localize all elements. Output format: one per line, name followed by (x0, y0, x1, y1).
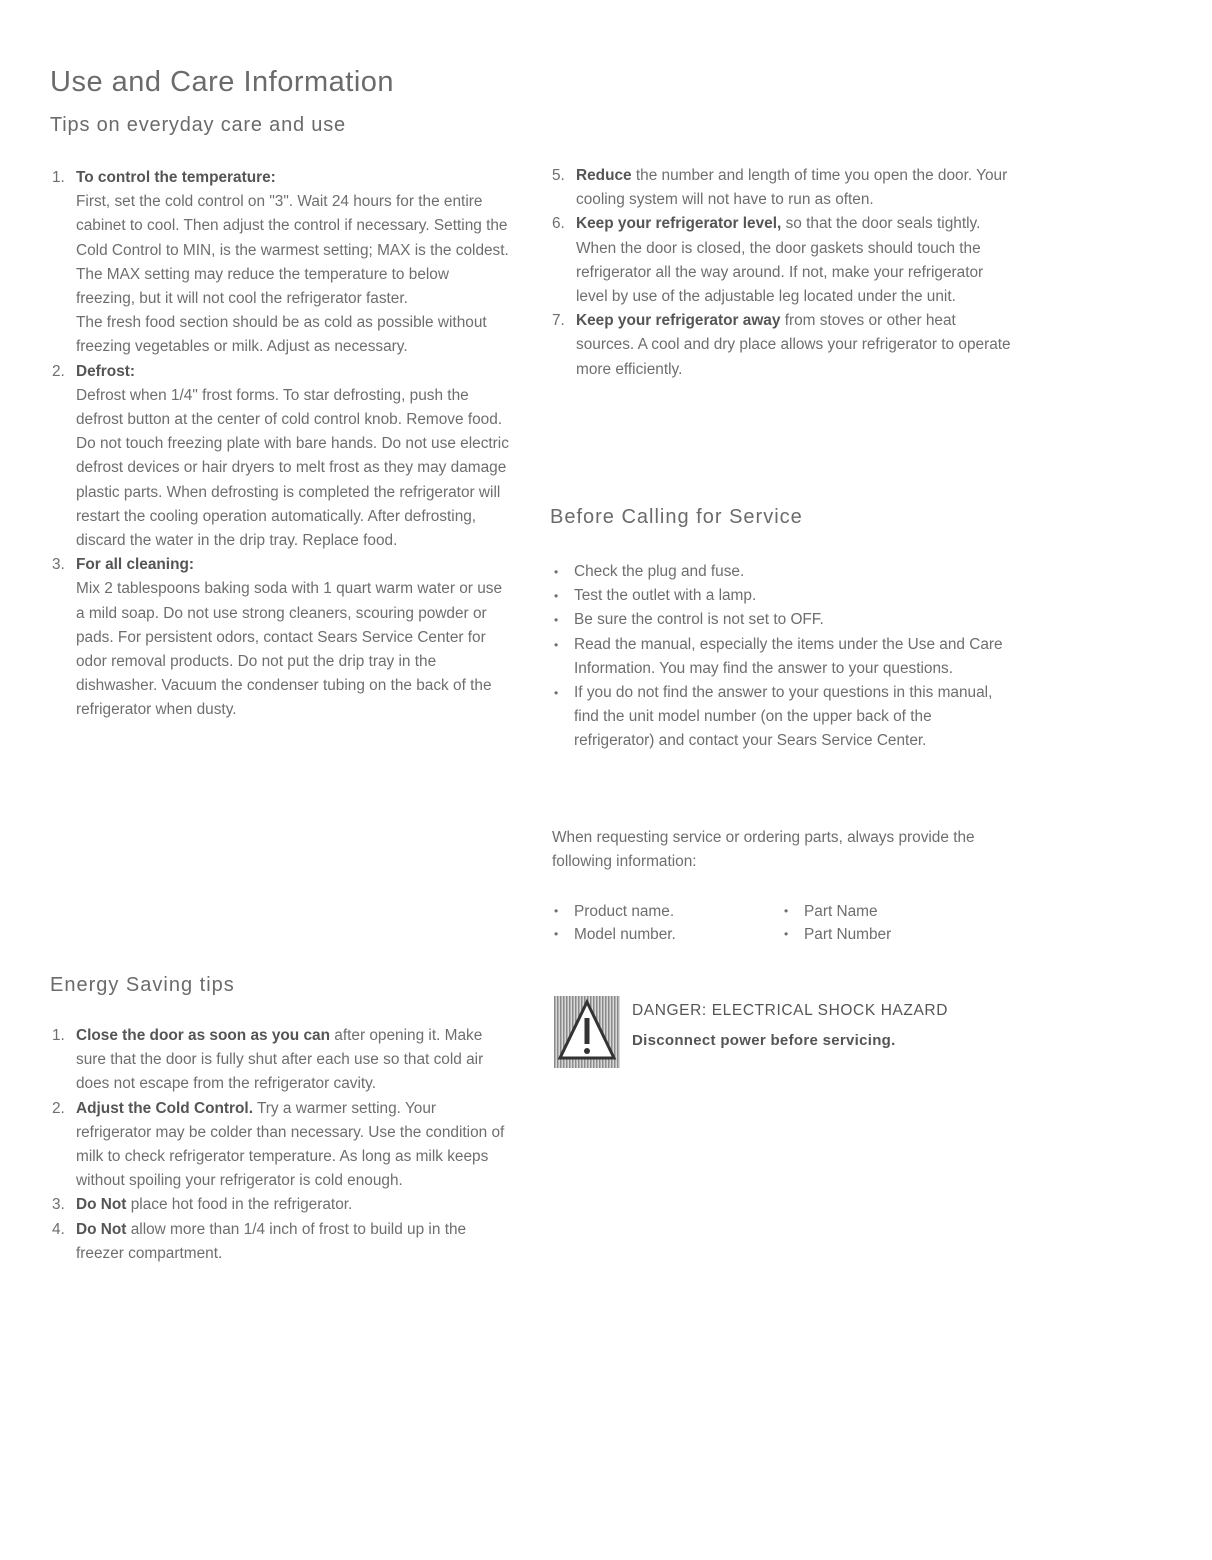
bullet: • (554, 589, 559, 604)
info-item (784, 900, 954, 923)
energy-saving-heading: Energy Saving tips (50, 974, 235, 996)
info-item (554, 900, 784, 923)
bullet: • (554, 927, 559, 941)
tip-bold: Keep your refrigerator level, (576, 215, 782, 233)
tip-text: Try a warmer setting. Your refrigerator may be colder than necessary. Use the condition of milk to check refrigerator temperature. As long as milk keeps without spoiling your refrigerator is cold enough. (76, 1099, 505, 1190)
tip-paragraph: Mix 2 tablespoons baking soda with 1 quart warm water or use a mild soap. Do not use strong cleaners, scouring powder or pads. For persistent odors, contact Sears Service Center for odor removal products. Do not put the drip tray in the dishwasher. Vacuum the condenser tubing on the back of the refrigerator when dusty. (76, 580, 503, 719)
required-info-list (554, 900, 954, 946)
tips-right-column (552, 164, 1012, 382)
bullet-text: Be sure the control is not set to OFF. (574, 611, 824, 629)
list-item (554, 560, 1014, 584)
energy-saving-list (52, 1024, 512, 1266)
tip-bold: Reduce (576, 167, 632, 184)
danger-notice (554, 996, 1024, 1070)
bullet-text: Test the outlet with a lamp. (574, 587, 757, 605)
bullet: • (554, 613, 559, 628)
tip-paragraph: The fresh food section should be as cold as possible without freezing vegetables or milk. Adjust as necessary. (76, 314, 487, 356)
tip-item (52, 166, 512, 360)
page-title: Use and Care Information (50, 66, 395, 98)
tip-number: 2. (52, 1099, 65, 1117)
tip-item (52, 553, 512, 722)
tip-number: 6. (552, 215, 565, 233)
tip-number: 1. (52, 1027, 65, 1044)
tip-number: 4. (52, 1220, 65, 1238)
danger-title: DANGER: ELECTRICAL SHOCK HAZARD (632, 1002, 949, 1019)
bullet: • (784, 927, 789, 941)
tip-paragraph: Defrost when 1/4" frost forms. To star defrosting, push the defrost button at the center of cold control knob. Remove food. Do not touch freezing plate with bare hands. Do not use electric defrost devices or hair dryers to melt frost as they may damage plastic parts. When defrosting is completed the refrigerator will restart the cooling operation automatically. After defrosting, discard the water in the drip tray. Replace food. (76, 386, 509, 550)
bullet: • (554, 686, 559, 701)
info-item (784, 923, 954, 946)
tip-number: 2. (52, 362, 65, 380)
energy-tip (52, 1024, 512, 1097)
tip-bold: Keep your refrigerator away (576, 312, 781, 330)
tip-text: from stoves or other heat sources. A cool and dry place allows your refrigerator to operate more efficiently. (576, 312, 1011, 378)
bullet: • (554, 904, 559, 918)
tip-text: place hot food in the refrigerator. (126, 1196, 353, 1214)
tip-heading: For all cleaning: (76, 556, 195, 574)
energy-tip (52, 1218, 512, 1266)
tip-item (552, 212, 1012, 309)
warning-icon (554, 996, 620, 1068)
tips-left-column (52, 166, 512, 723)
tip-number: 5. (552, 167, 565, 184)
page-subtitle: Tips on everyday care and use (50, 114, 346, 136)
bullet-text: Read the manual, especially the items under the Use and Care Information. You may find the answer to your questions. (574, 635, 1003, 677)
tip-item (552, 164, 1012, 212)
tip-paragraph: First, set the cold control on "3". Wait 24 hours for the entire cabinet to cool. Then adjust the control if necessary. Setting the Cold Control to MIN, is the warmest setting; MAX is the coldest. The MAX setting may reduce the temperature to below freezing, but it will not cool the refrigerator faster. (76, 193, 509, 308)
tip-number: 3. (52, 1196, 65, 1214)
service-heading: Before Calling for Service (550, 506, 803, 528)
tip-text: allow more than 1/4 inch of frost to build up in the freezer compartment. (76, 1220, 467, 1262)
info-text: Part Name (804, 903, 878, 920)
tip-bold: Do Not (76, 1196, 127, 1214)
tip-heading: To control the temperature: (76, 169, 276, 186)
bullet: • (554, 637, 559, 652)
request-info-text: When requesting service or ordering parts, always provide the following information: (552, 829, 975, 871)
danger-text: Disconnect power before servicing. (632, 1032, 896, 1049)
info-text: Part Number (804, 926, 892, 943)
energy-tip (52, 1193, 512, 1217)
tip-number: 7. (552, 312, 565, 330)
bullet: • (554, 565, 559, 579)
bullet-text: Check the plug and fuse. (574, 563, 745, 580)
tip-number: 3. (52, 556, 65, 574)
tip-heading: Defrost: (76, 362, 135, 380)
energy-tip (52, 1097, 512, 1194)
info-text: Product name. (574, 903, 675, 920)
list-item (554, 584, 1014, 608)
tip-number: 1. (52, 169, 65, 186)
tip-text: after opening it. Make sure that the door is fully shut after each use so that cold air does not escape from the refrigerator cavity. (76, 1027, 484, 1093)
info-item (554, 923, 784, 946)
tip-bold: Adjust the Cold Control. (76, 1099, 253, 1117)
list-item (554, 608, 1014, 632)
info-text: Model number. (574, 926, 676, 943)
tip-text: the number and length of time you open the door. Your cooling system will not have to run as often. (576, 167, 1008, 209)
bullet-text: If you do not find the answer to your questions in this manual, find the unit model number (on the upper back of the refrigerator) and contact your Sears Service Center. (574, 684, 993, 750)
list-item (554, 681, 1014, 754)
tip-item (52, 360, 512, 554)
list-item (554, 633, 1014, 681)
tip-bold: Do Not (76, 1220, 127, 1238)
tip-text: so that the door seals tightly. When the door is closed, the door gaskets should touch the refrigerator all the way around. If not, make your refrigerator level by use of the adjustable leg located under the unit. (576, 215, 984, 306)
bullet: • (784, 904, 789, 918)
tip-item (552, 309, 1012, 382)
service-checklist (554, 560, 1014, 754)
tip-bold: Close the door as soon as you can (76, 1027, 331, 1044)
